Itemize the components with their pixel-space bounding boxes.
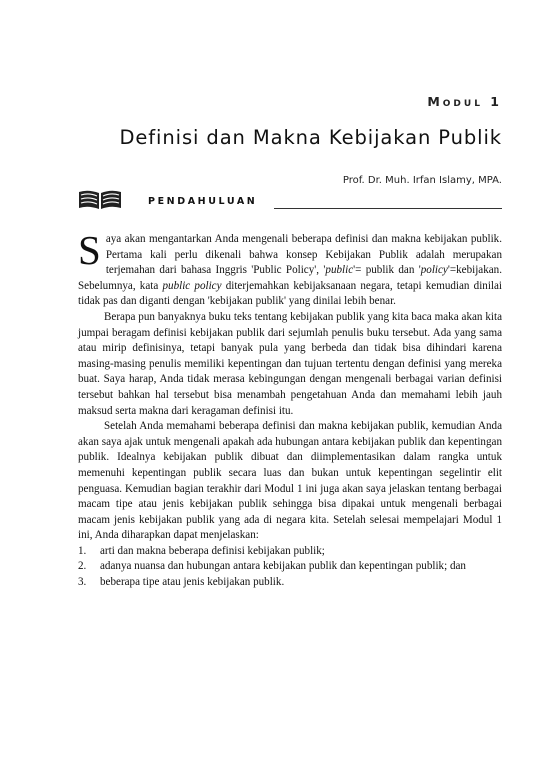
- drop-cap: S: [78, 227, 101, 273]
- section-header: [78, 188, 502, 210]
- list-item: 3. beberapa tipe atau jenis kebijakan publik.: [78, 576, 285, 589]
- paragraph-intro: Saya akan mengantarkan Anda mengenali beberapa definisi dan makna kebijakan publik. Pertama kali perlu dikenali bahwa konsep Kebijakan Publik adalah merupakan terjemahan dari bahasa Inggris 'Public Policy', 'public'= publik dan 'policy'=kebijakan. Sebelumnya, kata public policy diterjemahkan kebijaksanaan negara, tetapi kemudian dinilai tidak pas dan diganti dengan 'kebijakan publik' yang dinilai lebih benar.: [78, 227, 503, 308]
- section-title: PENDAHULUAN: [148, 196, 258, 207]
- body-text: [78, 227, 503, 591]
- paragraph-definitions: Berapa pun banyaknya buku teks tentang kebijakan publik yang kita baca maka akan kita jumpai beragam definisi kebijakan publik dari sejumlah penulis buku tersebut. Ada yang sama atau mirip definisinya, tetapi banyak pula yang berbeda dan tidak bisa dihindari karena masing-masing penulis memiliki kepentingan dan tujuan tertentu dengan definisi yang mereka buat. Saya harap, Anda tidak merasa kebingungan dengan mengenali berbagai varian definisi tersebut bahkan hal tersebut bisa menambah pengetahuan Anda dan memahami lebih jauh maksud serta makna dari keragaman definisi itu.: [78, 310, 502, 417]
- page-title: Definisi dan Makna Kebijakan Publik: [119, 126, 502, 149]
- list-item: 2. adanya nuansa dan hubungan antara kebijakan publik dan kepentingan publik; dan: [78, 560, 466, 573]
- section-divider: [274, 208, 502, 209]
- author-line: Prof. Dr. Muh. Irfan Islamy, MPA.: [342, 175, 502, 186]
- paragraph-objectives: Setelah Anda memahami beberapa definisi dan makna kebijakan publik, kemudian Anda akan saya ajak untuk mengenali apakah ada hubungan antara kebijakan publik dan kepentingan publik. Idealnya kebijakan publik dibuat dan diimplementasikan dalam rangka untuk memenuhi kepentingan publik secara luas dan bukan untuk kepentingan segelintir elit penguasa. Kemudian bagian terakhir dari Modul 1 ini juga akan saya jelaskan tentang berbagai macam tipe atau jenis kebijakan publik sehingga bisa dipakai untuk mengenali berbagai macam jenis kebijakan publik yang ada di negara kita. Setelah selesai mempelajari Modul 1 ini, Anda diharapkan dapat menjelaskan:: [78, 420, 502, 542]
- list-item: 1. arti dan makna beberapa definisi kebijakan publik;: [78, 544, 325, 557]
- module-label: Modul 1: [427, 94, 502, 109]
- open-book-icon: [78, 188, 122, 210]
- objectives-list: [78, 544, 502, 591]
